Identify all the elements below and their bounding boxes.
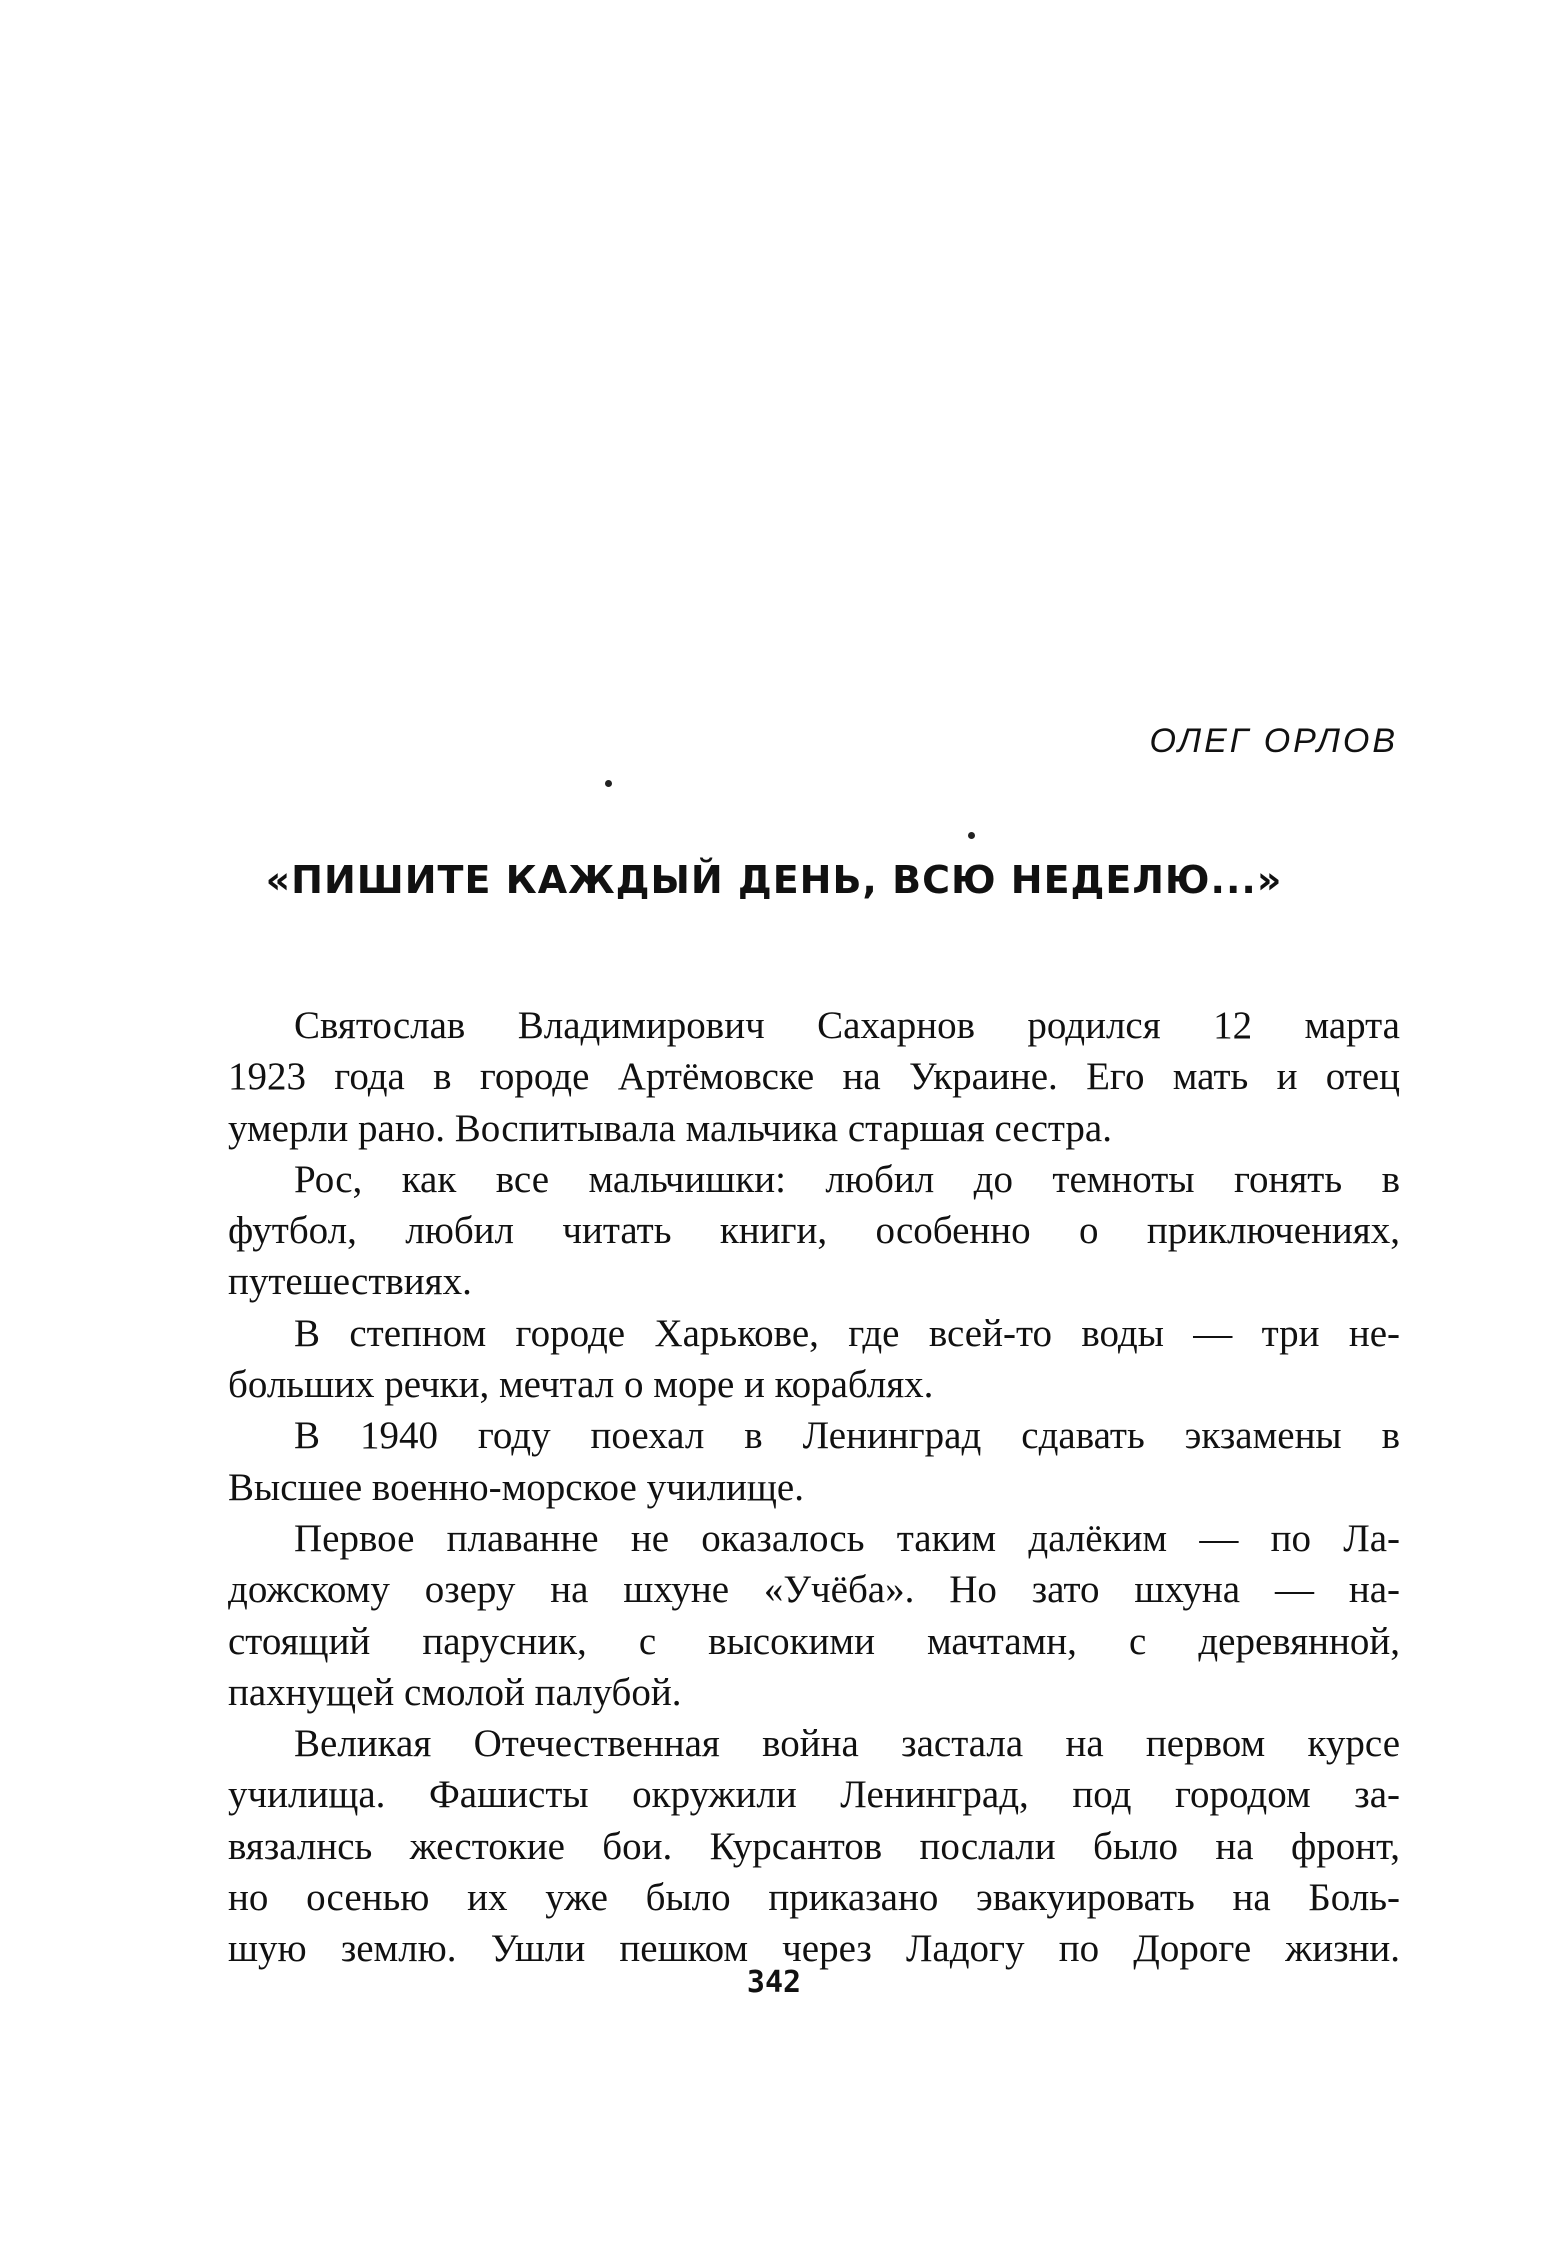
- paragraph: [228, 1154, 1400, 1308]
- paragraph: [228, 1513, 1400, 1718]
- chapter-title: «ПИШИТЕ КАЖДЫЙ ДЕНЬ, ВСЮ НЕДЕЛЮ...»: [265, 858, 1283, 902]
- text-line: В 1940 году поехал в Ленинград сдавать экзамены в: [294, 1414, 1400, 1458]
- text-line: Первое плаванне не оказалось таким далёким — по Ла-: [294, 1516, 1400, 1560]
- paragraph: [228, 1410, 1400, 1513]
- text-line: вязалнсь жестокие бои. Курсантов послали было на фронт,: [228, 1824, 1400, 1868]
- text-line: шую землю. Ушли пешком через Ладогу по Дороге жизни.: [228, 1927, 1400, 1971]
- text-line: пахнущей смолой палубой.: [228, 1670, 682, 1714]
- paragraph: [228, 1718, 1400, 1974]
- text-line: В степном городе Харькове, где всей-то воды — три не-: [294, 1311, 1400, 1355]
- text-line: Высшее военно-морское училище.: [228, 1465, 804, 1509]
- text-line: умерли рано. Воспитывала мальчика старшая сестра.: [228, 1106, 1112, 1150]
- page-number: 342: [746, 1965, 802, 2000]
- body-text: [228, 1000, 1400, 1975]
- text-line: училища. Фашисты окружили Ленинград, под городом за-: [228, 1773, 1400, 1817]
- text-line: дожскому озеру на шхуне «Учёба». Но зато шхуна — на-: [228, 1568, 1400, 1612]
- paragraph: [228, 1000, 1400, 1154]
- text-line: 1923 года в городе Артёмовске на Украине. Его мать и отец: [228, 1055, 1400, 1099]
- paragraph: [228, 1308, 1400, 1411]
- text-line: больших речки, мечтал о море и кораблях.: [228, 1363, 934, 1407]
- print-speck: [605, 780, 612, 787]
- author-name: ОЛЕГ ОРЛОВ: [1149, 722, 1398, 760]
- text-line: Рос, как все мальчишки: любил до темноты гонять в: [294, 1157, 1400, 1201]
- print-speck: [968, 832, 975, 839]
- text-line: но осенью их уже было приказано эвакуировать на Боль-: [228, 1876, 1400, 1920]
- text-line: футбол, любил читать книги, особенно о приключениях,: [228, 1209, 1400, 1253]
- text-line: Великая Отечественная война застала на первом курсе: [294, 1722, 1400, 1766]
- text-line: путешествиях.: [228, 1260, 472, 1304]
- text-line: стоящий парусник, с высокими мачтамн, с деревянной,: [228, 1619, 1400, 1663]
- text-line: Святослав Владимирович Сахарнов родился 12 марта: [294, 1004, 1400, 1047]
